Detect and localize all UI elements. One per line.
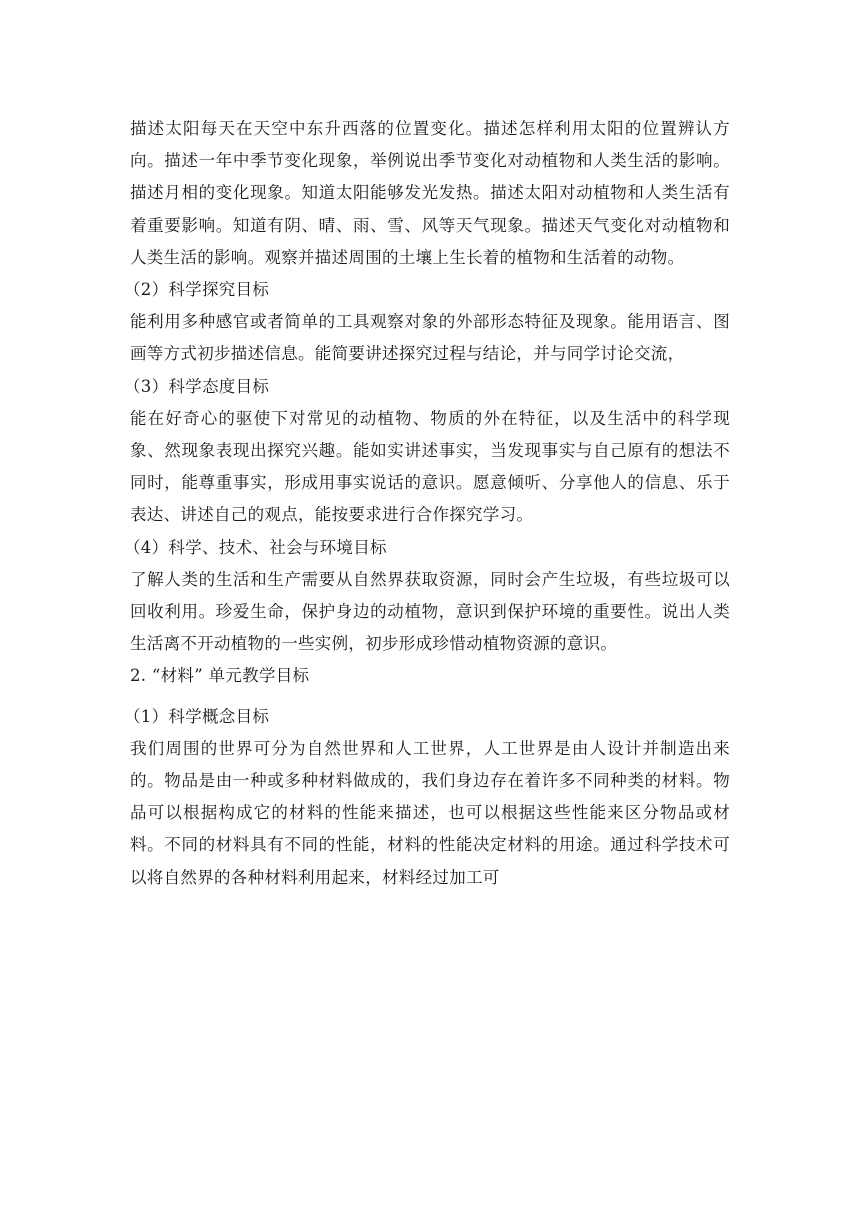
section-science-inquiry [124, 274, 730, 371]
section-body: 能在好奇心的驱使下对常见的动植物、物质的外在特征，以及生活中的科学现象、然现象表现出探究兴趣。能如实讲述事实，当发现事实与自己原有的想法不同时，能尊重事实，形成用事实说话的意识。愿意倾听、分享他人的信息、乐于表达、讲述自己的观点，能按要求进行合作探究学习。 [130, 408, 730, 525]
intro-paragraph: 描述太阳每天在天空中东升西落的位置变化。描述怎样利用太阳的位置辨认方向。描述一年中季节变化现象，举例说出季节变化对动植物和人类生活的影响。描述月相的变化现象。知道太阳能够发光发热。描述太阳对动植物和人类生活有着重要影响。知道有阴、晴、雨、雪、风等天气现象。描述天气变化对动植物和人类生活的影响。观察并描述周围的土壤上生长着的植物和生活着的动物。 [130, 119, 730, 267]
section-heading: （3）科学态度目标 [124, 376, 270, 396]
section-body: 了解人类的生活和生产需要从自然界获取资源，同时会产生垃圾，有些垃圾可以回收利用。珍爱生命，保护身边的动植物，意识到保护环境的重要性。说出人类生活离不开动植物的一些实例，初步形成珍惜动植物资源的意识。 [130, 569, 730, 654]
section-body: 我们周围的世界可分为自然世界和人工世界，人工世界是由人设计并制造出来的。物品是由一种或多种材料做成的，我们身边存在着许多不同种类的材料。物品可以根据构成它的材料的性能来描述，也可以根据这些性能来区分物品或材料。不同的材料具有不同的性能，材料的性能决定材料的用途。通过科学技术可以将自然界的各种材料利用起来，材料经过加工可 [130, 738, 730, 887]
section-heading: （1）科学概念目标 [124, 706, 270, 726]
section-heading: （4）科学、技术、社会与环境目标 [124, 537, 387, 557]
section-body: 能利用多种感官或者简单的工具观察对象的外部形态特征及现象。能用语言、图画等方式初步描述信息。能简要讲述探究过程与结论，并与同学讨论交流， [130, 312, 730, 364]
unit-title: 2. “材料” 单元教学目标 [130, 666, 310, 686]
section-science-attitude [124, 371, 730, 532]
section-stse [124, 532, 730, 661]
section-science-concept [124, 701, 730, 894]
document-page [124, 113, 730, 894]
section-heading: （2）科学探究目标 [124, 280, 270, 300]
